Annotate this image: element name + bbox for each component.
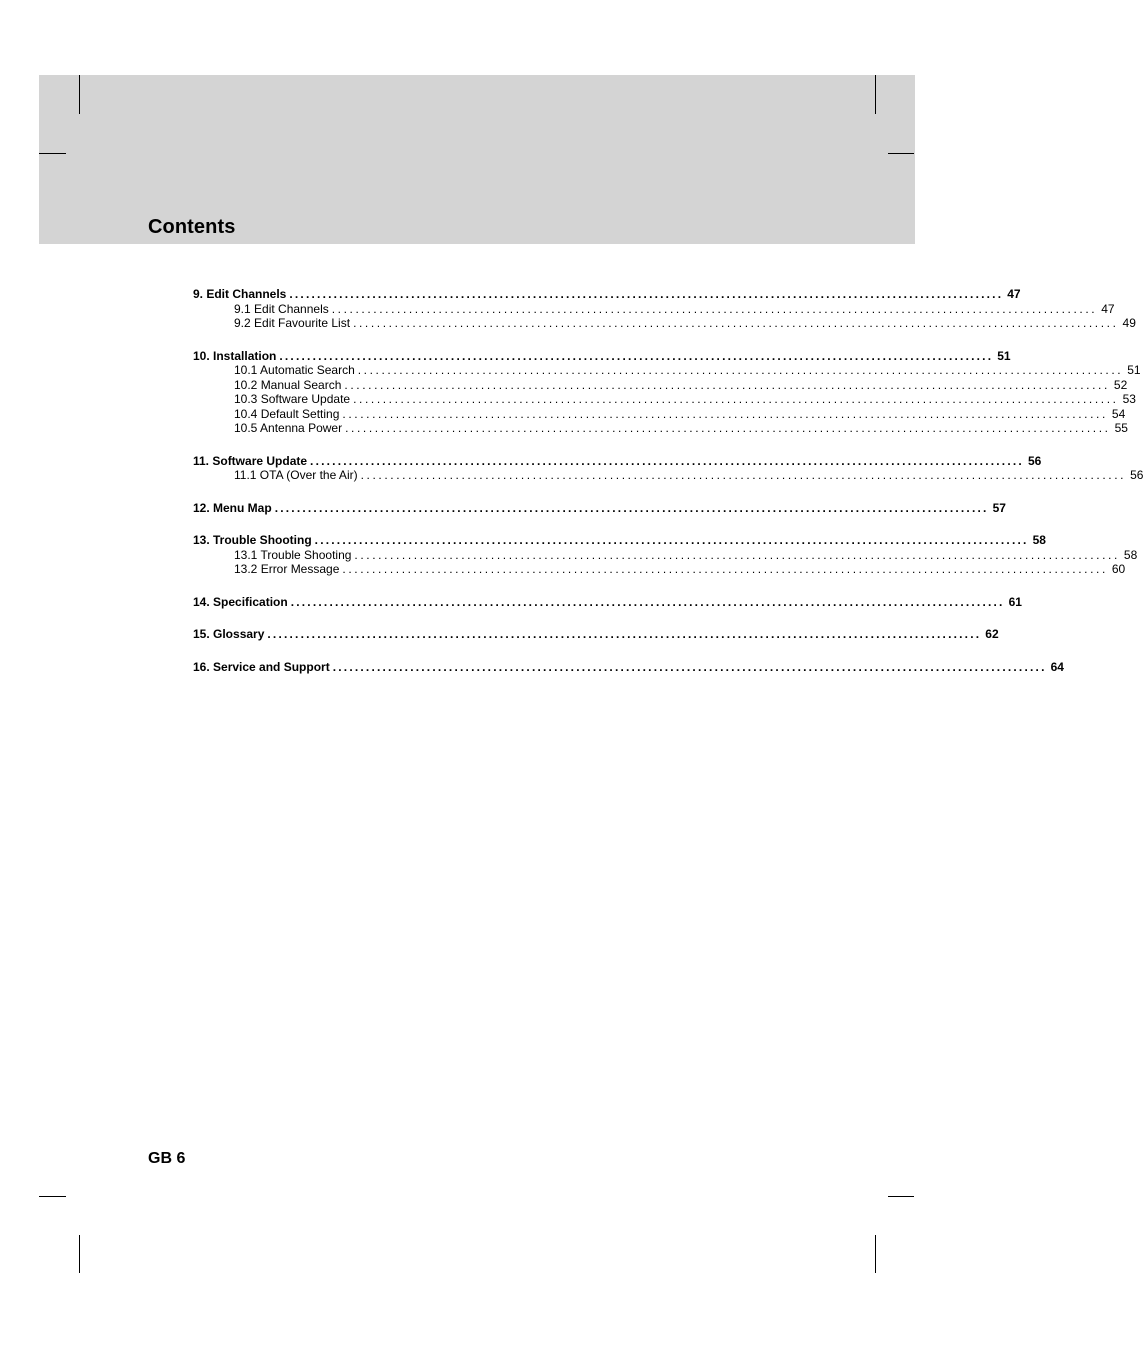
toc-subsection-row — [193, 421, 1128, 436]
toc-entry-label: 11.1 OTA (Over the Air) — [234, 468, 358, 482]
toc-entry-label: 15. Glossary — [193, 627, 265, 641]
toc-entry-label: 13.2 Error Message — [234, 562, 340, 576]
toc-subsection-row — [193, 468, 1143, 483]
toc-entry-page: 54 — [1111, 406, 1126, 421]
toc-dot-leader: ................................................................................................................................. — [274, 500, 989, 515]
toc-dot-leader: ................................................................................................................................. — [353, 392, 1119, 406]
toc-section-row — [193, 627, 999, 642]
toc-entry-page: 52 — [1113, 377, 1128, 392]
toc-entry-page: 58 — [1032, 533, 1046, 547]
toc-entry-label: 13.1 Trouble Shooting — [234, 547, 352, 562]
toc-section-row — [193, 500, 1006, 516]
toc-entry-page: 62 — [985, 627, 999, 641]
toc-entry-page: 57 — [992, 500, 1006, 515]
crop-mark-bottom-right-horizontal — [888, 1196, 914, 1197]
page-title: Contents — [148, 216, 236, 238]
table-of-contents — [193, 287, 1143, 674]
toc-dot-leader: ................................................................................................................................. — [354, 547, 1120, 562]
toc-entry-label: 10. Installation — [193, 348, 277, 363]
toc-section-gap — [193, 642, 788, 660]
toc-entry-page: 49 — [1122, 316, 1136, 330]
toc-dot-leader: ................................................................................................................................. — [267, 627, 982, 641]
toc-dot-leader: ................................................................................................................................. — [331, 301, 1098, 316]
toc-dot-leader: ................................................................................................................................. — [344, 377, 1110, 392]
toc-dot-leader: ................................................................................................................................. — [290, 594, 1005, 609]
toc-entry-label: 14. Specification — [193, 594, 288, 609]
toc-dot-leader: ................................................................................................................................. — [357, 363, 1124, 377]
crop-mark-top-right-vertical — [875, 75, 876, 114]
toc-subsection-row — [193, 301, 1115, 317]
toc-entry-page: 60 — [1111, 562, 1126, 576]
toc-entry-page: 51 — [1127, 363, 1141, 377]
toc-dot-leader: ................................................................................................................................. — [345, 421, 1111, 435]
toc-entry-page: 61 — [1008, 594, 1022, 609]
toc-entry-page: 47 — [1007, 287, 1021, 301]
toc-subsection-row — [193, 363, 1141, 378]
toc-dot-leader: ................................................................................................................................. — [332, 659, 1047, 674]
toc-section-row — [193, 594, 1022, 610]
crop-mark-bottom-left-vertical — [79, 1235, 80, 1273]
toc-dot-leader: ................................................................................................................................. — [279, 348, 994, 363]
toc-subsection-row — [193, 562, 1126, 577]
toc-dot-leader: ................................................................................................................................. — [342, 562, 1108, 576]
toc-section-gap — [193, 436, 788, 454]
toc-entry-label: 12. Menu Map — [193, 500, 272, 515]
toc-entry-label: 10.5 Antenna Power — [234, 421, 343, 435]
toc-dot-leader: ................................................................................................................................. — [353, 316, 1119, 330]
toc-dot-leader: ................................................................................................................................. — [314, 533, 1029, 547]
toc-entry-page: 55 — [1114, 421, 1128, 435]
toc-dot-leader: ................................................................................................................................. — [342, 406, 1108, 421]
toc-entry-label: 10.3 Software Update — [234, 392, 351, 406]
crop-mark-top-left-vertical — [79, 75, 80, 114]
toc-entry-page: 51 — [997, 348, 1011, 363]
toc-section-row — [193, 533, 1046, 548]
toc-section-row — [193, 287, 1021, 302]
toc-entry-label: 9.2 Edit Favourite List — [234, 316, 351, 330]
toc-section-row — [193, 659, 1064, 675]
crop-mark-top-right-horizontal — [888, 153, 914, 154]
toc-entry-page: 58 — [1123, 547, 1138, 562]
toc-entry-label: 9.1 Edit Channels — [234, 301, 329, 316]
crop-mark-top-left-horizontal — [39, 153, 66, 154]
toc-subsection-row — [193, 406, 1126, 422]
toc-subsection-row — [193, 316, 1136, 331]
toc-subsection-row — [193, 547, 1138, 563]
toc-entry-page: 56 — [1027, 453, 1042, 468]
toc-entry-page: 53 — [1122, 392, 1136, 406]
toc-dot-leader: ................................................................................................................................. — [289, 287, 1004, 301]
toc-entry-label: 10.1 Automatic Search — [234, 363, 355, 377]
toc-entry-label: 10.2 Manual Search — [234, 377, 342, 392]
toc-entry-label: 11. Software Update — [193, 453, 308, 468]
toc-section-row — [193, 348, 1011, 364]
crop-mark-bottom-left-horizontal — [39, 1196, 66, 1197]
toc-dot-leader: ................................................................................................................................. — [360, 468, 1127, 482]
toc-entry-page: 47 — [1101, 301, 1115, 316]
toc-dot-leader: ................................................................................................................................. — [310, 453, 1024, 468]
toc-entry-label: 10.4 Default Setting — [234, 406, 340, 421]
toc-section-gap — [193, 515, 788, 533]
toc-entry-label: 13. Trouble Shooting — [193, 533, 312, 547]
toc-entry-page: 64 — [1050, 659, 1064, 674]
toc-subsection-row — [193, 377, 1128, 393]
toc-section-gap — [193, 609, 788, 627]
toc-entry-label: 9. Edit Channels — [193, 287, 287, 301]
toc-section-gap — [193, 577, 788, 595]
page-number: GB 6 — [148, 1150, 186, 1167]
toc-subsection-row — [193, 392, 1136, 407]
toc-section-gap — [193, 331, 788, 349]
crop-mark-bottom-right-vertical — [875, 1235, 876, 1273]
toc-section-row — [193, 453, 1042, 469]
toc-section-gap — [193, 483, 788, 501]
toc-entry-page: 56 — [1130, 468, 1143, 482]
toc-entry-label: 16. Service and Support — [193, 659, 330, 674]
